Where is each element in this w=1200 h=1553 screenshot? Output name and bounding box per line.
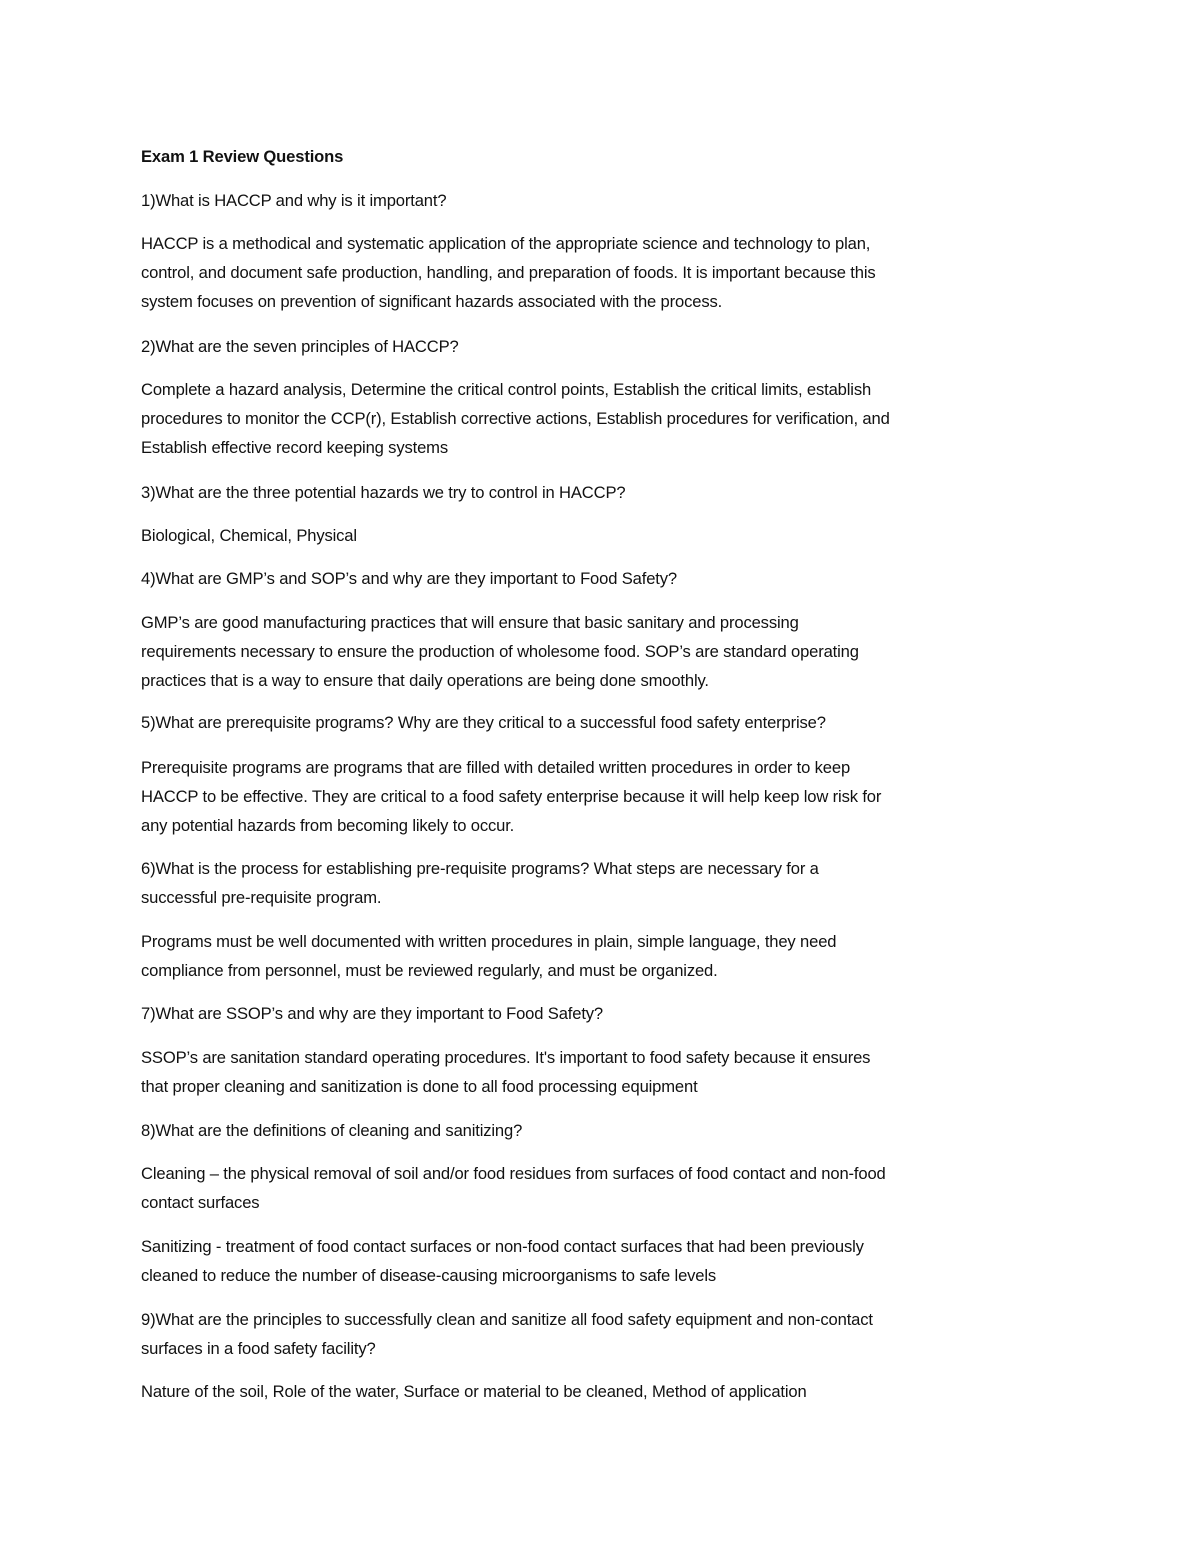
- text-line: 3)What are the three potential hazards we try to control in HACCP?: [141, 483, 626, 502]
- text-line: Sanitizing - treatment of food contact surfaces or non-food contact surfaces that had been previously: [141, 1237, 864, 1256]
- text-line: 7)What are SSOP’s and why are they important to Food Safety?: [141, 1004, 604, 1023]
- question-7: [141, 999, 603, 1028]
- question-9: [141, 1305, 873, 1363]
- text-line: 5)What are prerequisite programs? Why are they critical to a successful food safety enterprise?: [141, 713, 826, 732]
- answer-9: [141, 1377, 807, 1406]
- question-4: [141, 564, 677, 593]
- text-line: practices that is a way to ensure that daily operations are being done smoothly.: [141, 671, 709, 690]
- text-line: 6)What is the process for establishing pre-requisite programs? What steps are necessary for a: [141, 859, 819, 878]
- question-5: [141, 708, 826, 737]
- question-2: [141, 332, 459, 361]
- text-line: 1)What is HACCP and why is it important?: [141, 191, 447, 210]
- text-line: compliance from personnel, must be reviewed regularly, and must be organized.: [141, 961, 718, 980]
- text-line: HACCP to be effective. They are critical to a food safety enterprise because it will help keep low risk for: [141, 787, 882, 806]
- text-line: 2)What are the seven principles of HACCP?: [141, 337, 459, 356]
- text-line: 9)What are the principles to successfully clean and sanitize all food safety equipment and non-contact: [141, 1310, 873, 1329]
- answer-8-cleaning: [141, 1159, 886, 1217]
- answer-4: [141, 608, 859, 695]
- text-line: Programs must be well documented with written procedures in plain, simple language, they need: [141, 932, 837, 951]
- question-3: [141, 478, 625, 507]
- text-line: SSOP’s are sanitation standard operating procedures. It's important to food safety because it ensures: [141, 1048, 871, 1067]
- text-line: Nature of the soil, Role of the water, Surface or material to be cleaned, Method of application: [141, 1382, 807, 1401]
- text-line: surfaces in a food safety facility?: [141, 1339, 376, 1358]
- answer-2: [141, 375, 890, 462]
- text-line: control, and document safe production, handling, and preparation of foods. It is important because this: [141, 263, 876, 282]
- text-line: Establish effective record keeping systems: [141, 438, 448, 457]
- answer-7: [141, 1043, 870, 1101]
- answer-3: [141, 521, 357, 550]
- question-6: [141, 854, 819, 912]
- answer-1: [141, 229, 876, 316]
- text-line: 4)What are GMP’s and SOP’s and why are they important to Food Safety?: [141, 569, 677, 588]
- text-line: Biological, Chemical, Physical: [141, 526, 357, 545]
- answer-5: [141, 753, 881, 840]
- text-line: Cleaning – the physical removal of soil and/or food residues from surfaces of food contact and non-food: [141, 1164, 886, 1183]
- question-8: [141, 1116, 522, 1145]
- text-line: system focuses on prevention of significant hazards associated with the process.: [141, 292, 723, 311]
- answer-6: [141, 927, 836, 985]
- answer-8-sanitizing: [141, 1232, 864, 1290]
- text-line: any potential hazards from becoming likely to occur.: [141, 816, 515, 835]
- text-line: procedures to monitor the CCP(r), Establish corrective actions, Establish procedures for verification, and: [141, 409, 890, 428]
- text-line: GMP’s are good manufacturing practices that will ensure that basic sanitary and processing: [141, 613, 799, 632]
- text-line: HACCP is a methodical and systematic application of the appropriate science and technology to plan,: [141, 234, 871, 253]
- title-text: Exam 1 Review Questions: [141, 147, 344, 166]
- text-line: that proper cleaning and sanitization is done to all food processing equipment: [141, 1077, 698, 1096]
- text-line: contact surfaces: [141, 1193, 260, 1212]
- text-line: 8)What are the definitions of cleaning and sanitizing?: [141, 1121, 523, 1140]
- document-title: [141, 142, 343, 171]
- question-1: [141, 186, 446, 215]
- text-line: requirements necessary to ensure the production of wholesome food. SOP’s are standard operating: [141, 642, 859, 661]
- text-line: Prerequisite programs are programs that are filled with detailed written procedures in order to keep: [141, 758, 851, 777]
- text-line: successful pre-requisite program.: [141, 888, 382, 907]
- text-line: Complete a hazard analysis, Determine the critical control points, Establish the critical limits, establish: [141, 380, 872, 399]
- text-line: cleaned to reduce the number of disease-causing microorganisms to safe levels: [141, 1266, 717, 1285]
